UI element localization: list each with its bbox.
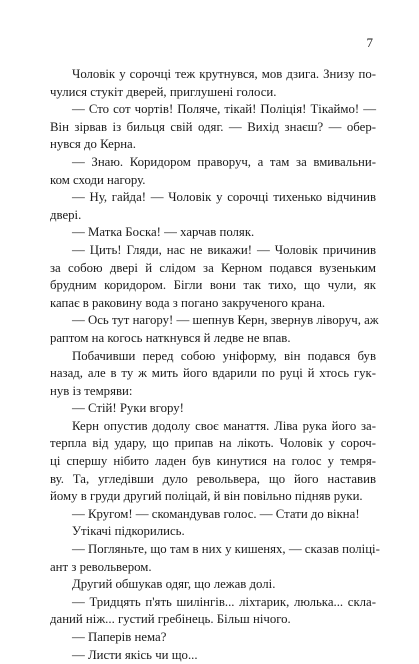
text-line: двері. <box>50 207 82 222</box>
text-line: — Погляньте, що там в них у кишенях, — сказав поліці- <box>72 542 380 557</box>
text-line: чулися стукіт дверей, приглушені голоси. <box>50 84 277 99</box>
text-line: — Кругом! — скомандував голос. — Стати до вікна! <box>72 506 360 521</box>
text-line: — Сто сот чортів! Поляче, тікай! Поліція! Тікаймо! — <box>72 102 376 117</box>
text-line: Другий обшукав одяг, що лежав долі. <box>72 577 276 592</box>
text-line: раптом на когось наткнувся й ледве не впав. <box>50 330 291 345</box>
text-line: даний ніж... густий гребінець. Більш нічого. <box>50 612 291 627</box>
body-text <box>50 66 380 664</box>
text-line: — Цить! Гляди, нас не викажи! — Чоловік причинив <box>72 242 376 257</box>
text-line: — Ну, гайда! — Чоловік у сорочці тихенько відчинив <box>72 190 376 205</box>
text-line: брудним коридором. Бігли вони так тихо, що чули, як <box>50 278 376 293</box>
text-line: — Знаю. Коридором праворуч, а там за вмивальни- <box>72 154 376 169</box>
text-line: ком сходи нагору. <box>50 172 146 187</box>
text-line: Чоловік у сорочці теж крутнувся, мов дзига. Знизу по- <box>72 67 376 81</box>
text-line: ву. Та, угледівши дуло револьвера, що його наставив <box>50 471 376 486</box>
text-line: ант з револьвером. <box>50 559 152 574</box>
text-line: Він зірвав із бильця свій одяг. — Вихід знаєш? — обер- <box>50 119 376 134</box>
text-line: за собою двері й слідом за Керном подався вузеньким <box>50 260 376 275</box>
text-line: нувся до Керна. <box>50 137 136 152</box>
text-line: Побачивши перед собою уніформу, він подався був <box>72 348 376 363</box>
text-line: терпла від удару, що припав на лікоть. Чоловік у сороч- <box>50 436 376 451</box>
text-line: Утікачі підкорились. <box>72 524 185 539</box>
text-line: — Ось тут нагору! — шепнув Керн, звернув ліворуч, аж <box>72 313 379 328</box>
text-line: — Тридцять п'ять шилінгів... ліхтарик, люлька... скла- <box>72 594 376 609</box>
text-line: капає в раковину вода з погано закрученого крана. <box>50 295 326 310</box>
text-line: йому в груди другий поліцай, й він повільно підняв руки. <box>50 489 363 504</box>
page-number: 7 <box>366 35 373 50</box>
text-line: — Матка Боска! — харчав поляк. <box>72 225 255 240</box>
text-line: — Стій! Руки вгору! <box>72 401 184 416</box>
text-line: ці спершу нібито ладен був кинутися на голос у темря- <box>50 454 376 469</box>
text-line: — Паперів нема? <box>72 630 167 644</box>
text-line: Керн опустив додолу своє манаття. Ліва рука його за- <box>72 418 376 433</box>
text-line: — Листи якісь чи що... <box>72 647 198 662</box>
text-line: нув із темряви: <box>50 383 133 398</box>
text-line: назад, але в ту ж мить його вдарили по руці й хтось гук- <box>50 366 376 381</box>
